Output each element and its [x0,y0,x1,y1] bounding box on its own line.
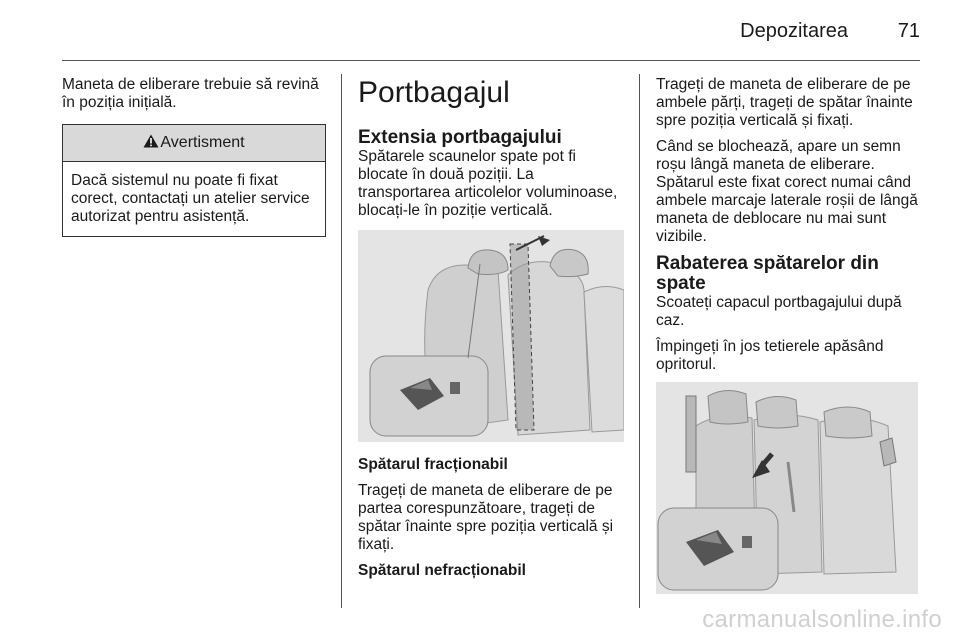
paragraph: Trageți de maneta de eliberare de pe ambele părți, trageți de spătar înainte spre poziția verticală și fixați. [656,76,913,129]
paragraph: Când se blochează, apare un semn roșu lângă maneta de eliberare. Spătarul este fixat corect numai când ambele marcaje laterale roșii de lângă maneta de deblocare nu mai sunt vizibile. [656,138,918,245]
page-number: 71 [897,20,920,42]
figure-caption: Spătarul nefracționabil [358,562,526,579]
warning-body: Dacă sistemul nu poate fi fixat corect, contactați un atelier service autorizat pentru asistență. [71,172,310,225]
column-left [62,76,327,237]
warning-title: Avertisment [160,134,245,151]
column-middle [358,76,624,588]
column-divider [639,74,640,608]
headrest-lowering-illustration [656,382,918,594]
paragraph: Împingeți în jos tetierele apăsând opritorul. [656,338,884,373]
paragraph: Maneta de eliberare trebuie să revină în poziția inițială. [62,76,319,111]
column-divider [341,74,342,608]
watermark: carmanualsonline.info [702,606,942,633]
paragraph: Spătarele scaunelor spate pot fi blocate în două poziții. La transportarea articolelor voluminoase, blocați-le în poziție verticală. [358,148,618,219]
subsection-heading: Rabaterea spătarelor din spate [656,253,879,294]
warning-triangle-icon [143,134,159,148]
rear-seat-backrest-release-illustration [358,230,624,442]
column-right [656,76,924,608]
warning-box [62,124,326,237]
subsection-heading: Extensia portbagajului [358,127,562,148]
section-heading: Portbagajul [358,76,510,109]
page-header [0,0,960,62]
paragraph: Scoateți capacul portbagajului după caz. [656,294,902,329]
warning-header [63,125,325,162]
header-divider [62,60,920,61]
page-title: Depozitarea [740,20,848,42]
paragraph: Trageți de maneta de eliberare de pe partea corespunzătoare, trageți de spătar înainte spre poziția verticală și fixați. [358,482,614,553]
figure-caption: Spătarul fracționabil [358,456,508,473]
